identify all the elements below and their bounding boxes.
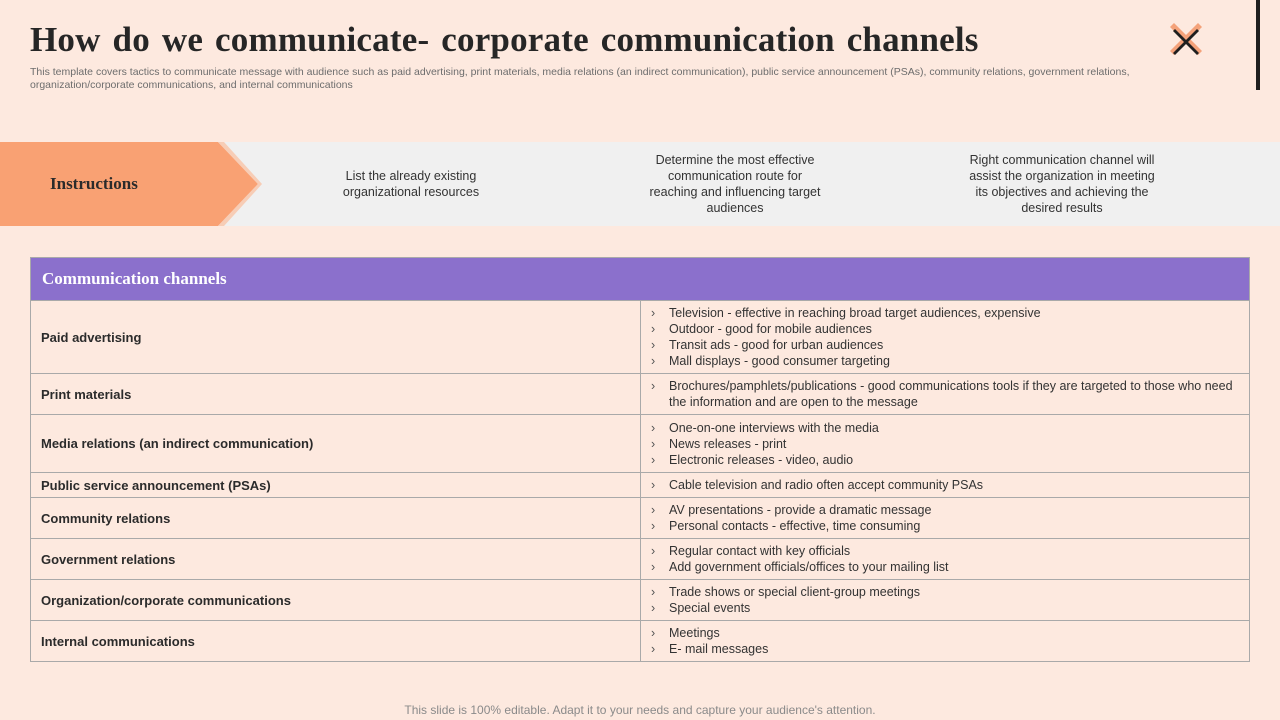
channel-name: Paid advertising <box>31 301 641 373</box>
channel-details <box>641 621 1249 661</box>
chevron-right-icon: › <box>651 544 656 558</box>
channel-details <box>641 374 1249 414</box>
list-item-text: Mall displays - good consumer targeting <box>669 354 890 368</box>
instructions-label: Instructions <box>50 174 138 193</box>
edge-accent-bar <box>1256 0 1260 90</box>
channel-name: Print materials <box>31 374 641 414</box>
list-item-text: Brochures/pamphlets/publications - good communications tools if they are targeted to those who need the information and are open to the message <box>669 379 1233 409</box>
channel-details <box>641 473 1249 497</box>
channel-details <box>641 415 1249 472</box>
list-item-text: Cable television and radio often accept community PSAs <box>669 478 984 492</box>
list-item-text: Add government officials/offices to your mailing list <box>669 560 949 574</box>
channel-details <box>641 301 1249 373</box>
table-row <box>31 414 1249 472</box>
list-item-text: Meetings <box>669 626 720 640</box>
list-item <box>651 378 1239 410</box>
channel-name: Media relations (an indirect communication) <box>31 415 641 472</box>
chevron-right-icon: › <box>651 503 656 517</box>
table-row <box>31 300 1249 373</box>
list-item-text: News releases - print <box>669 436 787 451</box>
chevron-right-icon: › <box>651 338 656 352</box>
list-item <box>651 436 1239 452</box>
footer-note: This slide is 100% editable. Adapt it to your needs and capture your audience's attention. <box>404 703 876 717</box>
list-item-text: Personal contacts - effective, time consuming <box>669 519 921 533</box>
list-item-text: Trade shows or special client-group meetings <box>669 585 921 599</box>
page-title: How do we communicate- corporate communication channels <box>30 20 979 59</box>
list-item <box>651 543 1239 559</box>
list-item-text: Transit ads - good for urban audiences <box>669 338 884 352</box>
close-x-logo-icon <box>1166 20 1206 60</box>
list-item <box>651 502 1239 518</box>
list-item <box>651 477 1239 493</box>
instruction-item-2: Determine the most effective communication route for reaching and influencing target audiences <box>649 153 821 215</box>
instruction-item-1: List the already existing organizational resources <box>342 169 480 199</box>
table-body <box>31 300 1249 661</box>
list-item <box>651 420 1239 436</box>
list-item <box>651 600 1239 616</box>
list-item <box>651 353 1239 369</box>
chevron-right-icon: › <box>651 585 656 599</box>
list-item-text: Electronic releases - video, audio <box>669 452 854 467</box>
channel-name: Government relations <box>31 539 641 579</box>
list-item <box>651 321 1239 337</box>
chevron-right-icon: › <box>651 354 656 368</box>
table-row <box>31 373 1249 414</box>
list-item-text: One-on-one interviews with the media <box>669 420 879 435</box>
list-item <box>651 518 1239 534</box>
list-item <box>651 305 1239 321</box>
channel-details <box>641 539 1249 579</box>
channel-name: Public service announcement (PSAs) <box>31 473 641 497</box>
list-item <box>651 452 1239 468</box>
chevron-right-icon: › <box>651 560 656 574</box>
chevron-right-icon: › <box>651 322 656 336</box>
list-item-text: Regular contact with key officials <box>669 544 851 558</box>
list-item <box>651 559 1239 575</box>
page-subtitle: This template covers tactics to communicate message with audience such as paid advertising, print materials, media relations (an indirect communication), public service announcement (PSAs), community relations, government relations, organization/corporate communications, and internal communications <box>30 66 1130 91</box>
list-item-text: Television - effective in reaching broad target audiences, expensive <box>669 306 1041 320</box>
list-item <box>651 584 1239 600</box>
channel-details <box>641 580 1249 620</box>
channels-table <box>30 257 1250 662</box>
channel-name: Internal communications <box>31 621 641 661</box>
table-header: Communication channels <box>31 258 1249 300</box>
channel-details <box>641 498 1249 538</box>
chevron-right-icon: › <box>651 626 656 640</box>
list-item <box>651 337 1239 353</box>
chevron-right-icon: › <box>651 642 656 656</box>
chevron-right-icon: › <box>651 379 656 393</box>
channel-name: Organization/corporate communications <box>31 580 641 620</box>
list-item-text: Outdoor - good for mobile audiences <box>669 322 872 336</box>
chevron-right-icon: › <box>651 436 656 451</box>
chevron-right-icon: › <box>651 420 656 435</box>
table-row <box>31 497 1249 538</box>
list-item-text: AV presentations - provide a dramatic message <box>669 503 932 517</box>
chevron-right-icon: › <box>651 452 656 467</box>
table-row <box>31 472 1249 497</box>
table-row <box>31 620 1249 661</box>
chevron-right-icon: › <box>651 478 656 492</box>
list-item-text: E- mail messages <box>669 642 769 656</box>
chevron-right-icon: › <box>651 306 656 320</box>
table-row <box>31 579 1249 620</box>
channel-name: Community relations <box>31 498 641 538</box>
list-item <box>651 641 1239 657</box>
table-row <box>31 538 1249 579</box>
list-item <box>651 625 1239 641</box>
list-item-text: Special events <box>669 601 751 615</box>
chevron-right-icon: › <box>651 601 656 615</box>
chevron-right-icon: › <box>651 519 656 533</box>
instruction-item-3: Right communication channel will assist the organization in meeting its objectives and achieving the desired results <box>969 153 1155 215</box>
